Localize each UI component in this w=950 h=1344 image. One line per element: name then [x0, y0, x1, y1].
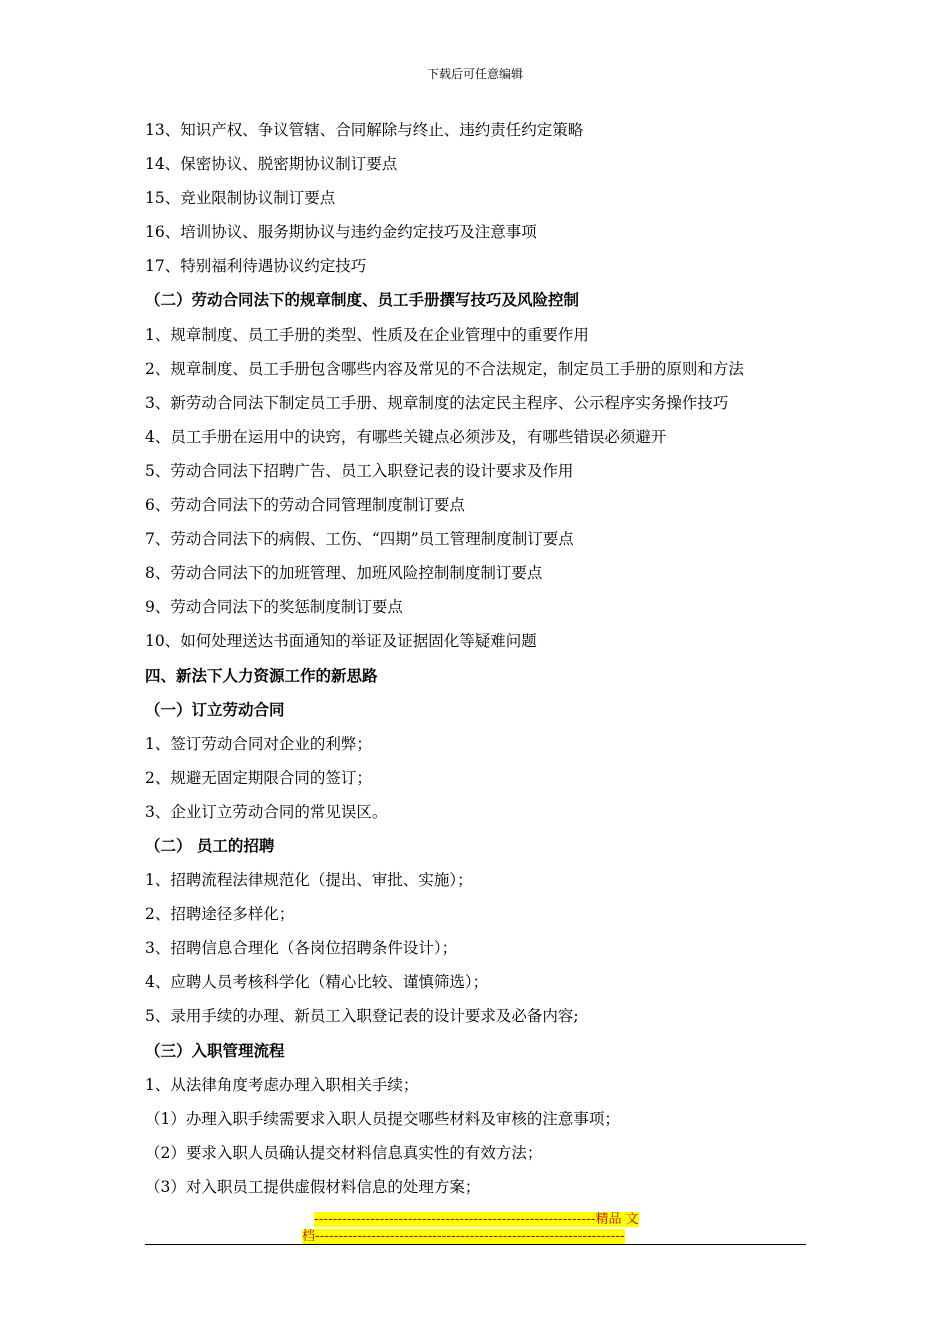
list-item: 4、员工手册在运用中的诀窍，有哪些关键点必须涉及，有哪些错误必须避开 — [145, 427, 667, 446]
list-item: 15、竞业限制协议制订要点 — [145, 189, 336, 208]
list-item: 14、保密协议、脱密期协议制订要点 — [145, 155, 398, 174]
list-item: 5、劳动合同法下招聘广告、员工入职登记表的设计要求及作用 — [145, 461, 574, 480]
list-item: 8、劳动合同法下的加班管理、加班风险控制制度制订要点 — [145, 564, 543, 583]
list-item: 4、应聘人员考核科学化（精心比较、谨慎筛选）； — [145, 973, 489, 992]
footer-line-2: 档------------------------------------------------------------------ — [302, 1229, 625, 1244]
list-item: 1、招聘流程法律规范化（提出、审批、实施）； — [145, 871, 473, 890]
subsection-heading: （三）入职管理流程 — [145, 1040, 285, 1060]
list-item: 6、劳动合同法下的劳动合同管理制度制订要点 — [145, 496, 465, 515]
section-heading: 四、新法下人力资源工作的新思路 — [145, 665, 378, 685]
list-item: 10、如何处理送达书面通知的举证及证据固化等疑难问题 — [145, 632, 537, 651]
list-item: 2、招聘途径多样化； — [145, 905, 295, 924]
subsection-heading: （一）订立劳动合同 — [145, 699, 285, 719]
list-item: 17、特别福利待遇协议约定技巧 — [145, 257, 367, 276]
list-item: 3、新劳动合同法下制定员工手册、规章制度的法定民主程序、公示程序实务操作技巧 — [145, 393, 729, 412]
section-heading: （二）劳动合同法下的规章制度、员工手册撰写技巧及风险控制 — [145, 290, 580, 310]
list-item: 1、从法律角度考虑办理入职相关手续； — [145, 1075, 419, 1094]
list-item: （3）对入职员工提供虚假材料信息的处理方案； — [145, 1177, 481, 1196]
list-item: （1）办理入职手续需要求入职人员提交哪些材料及审核的注意事项； — [145, 1109, 620, 1128]
footer-divider — [145, 1244, 806, 1245]
list-item: 3、招聘信息合理化（各岗位招聘条件设计）； — [145, 939, 458, 958]
list-item: 13、知识产权、争议管辖、合同解除与终止、违约责任约定策略 — [145, 121, 584, 139]
list-item: 3、企业订立劳动合同的常见误区。 — [145, 802, 388, 821]
page-footer — [302, 1211, 652, 1245]
footer-line-1: ------------------------------------------------------------精品 文 — [314, 1212, 639, 1227]
list-item: 2、规避无固定期限合同的签订； — [145, 768, 372, 787]
list-item: 16、培训协议、服务期协议与违约金约定技巧及注意事项 — [145, 223, 537, 242]
page-header: 下载后可任意编辑 — [426, 67, 523, 81]
list-item: 9、劳动合同法下的奖惩制度制订要点 — [145, 598, 403, 617]
document-body — [145, 113, 845, 1204]
list-item: 7、劳动合同法下的病假、工伤、“四期”员工管理制度制订要点 — [145, 530, 574, 549]
list-item: 1、签订劳动合同对企业的利弊； — [145, 734, 372, 753]
list-item: （2）要求入职人员确认提交材料信息真实性的有效方法； — [145, 1143, 543, 1162]
list-item: 5、录用手续的办理、新员工入职登记表的设计要求及必备内容; — [145, 1007, 579, 1026]
subsection-heading: （二） 员工的招聘 — [145, 835, 275, 855]
list-item: 1、规章制度、员工手册的类型、性质及在企业管理中的重要作用 — [145, 325, 589, 344]
list-item: 2、规章制度、员工手册包含哪些内容及常见的不合法规定，制定员工手册的原则和方法 — [145, 359, 744, 378]
